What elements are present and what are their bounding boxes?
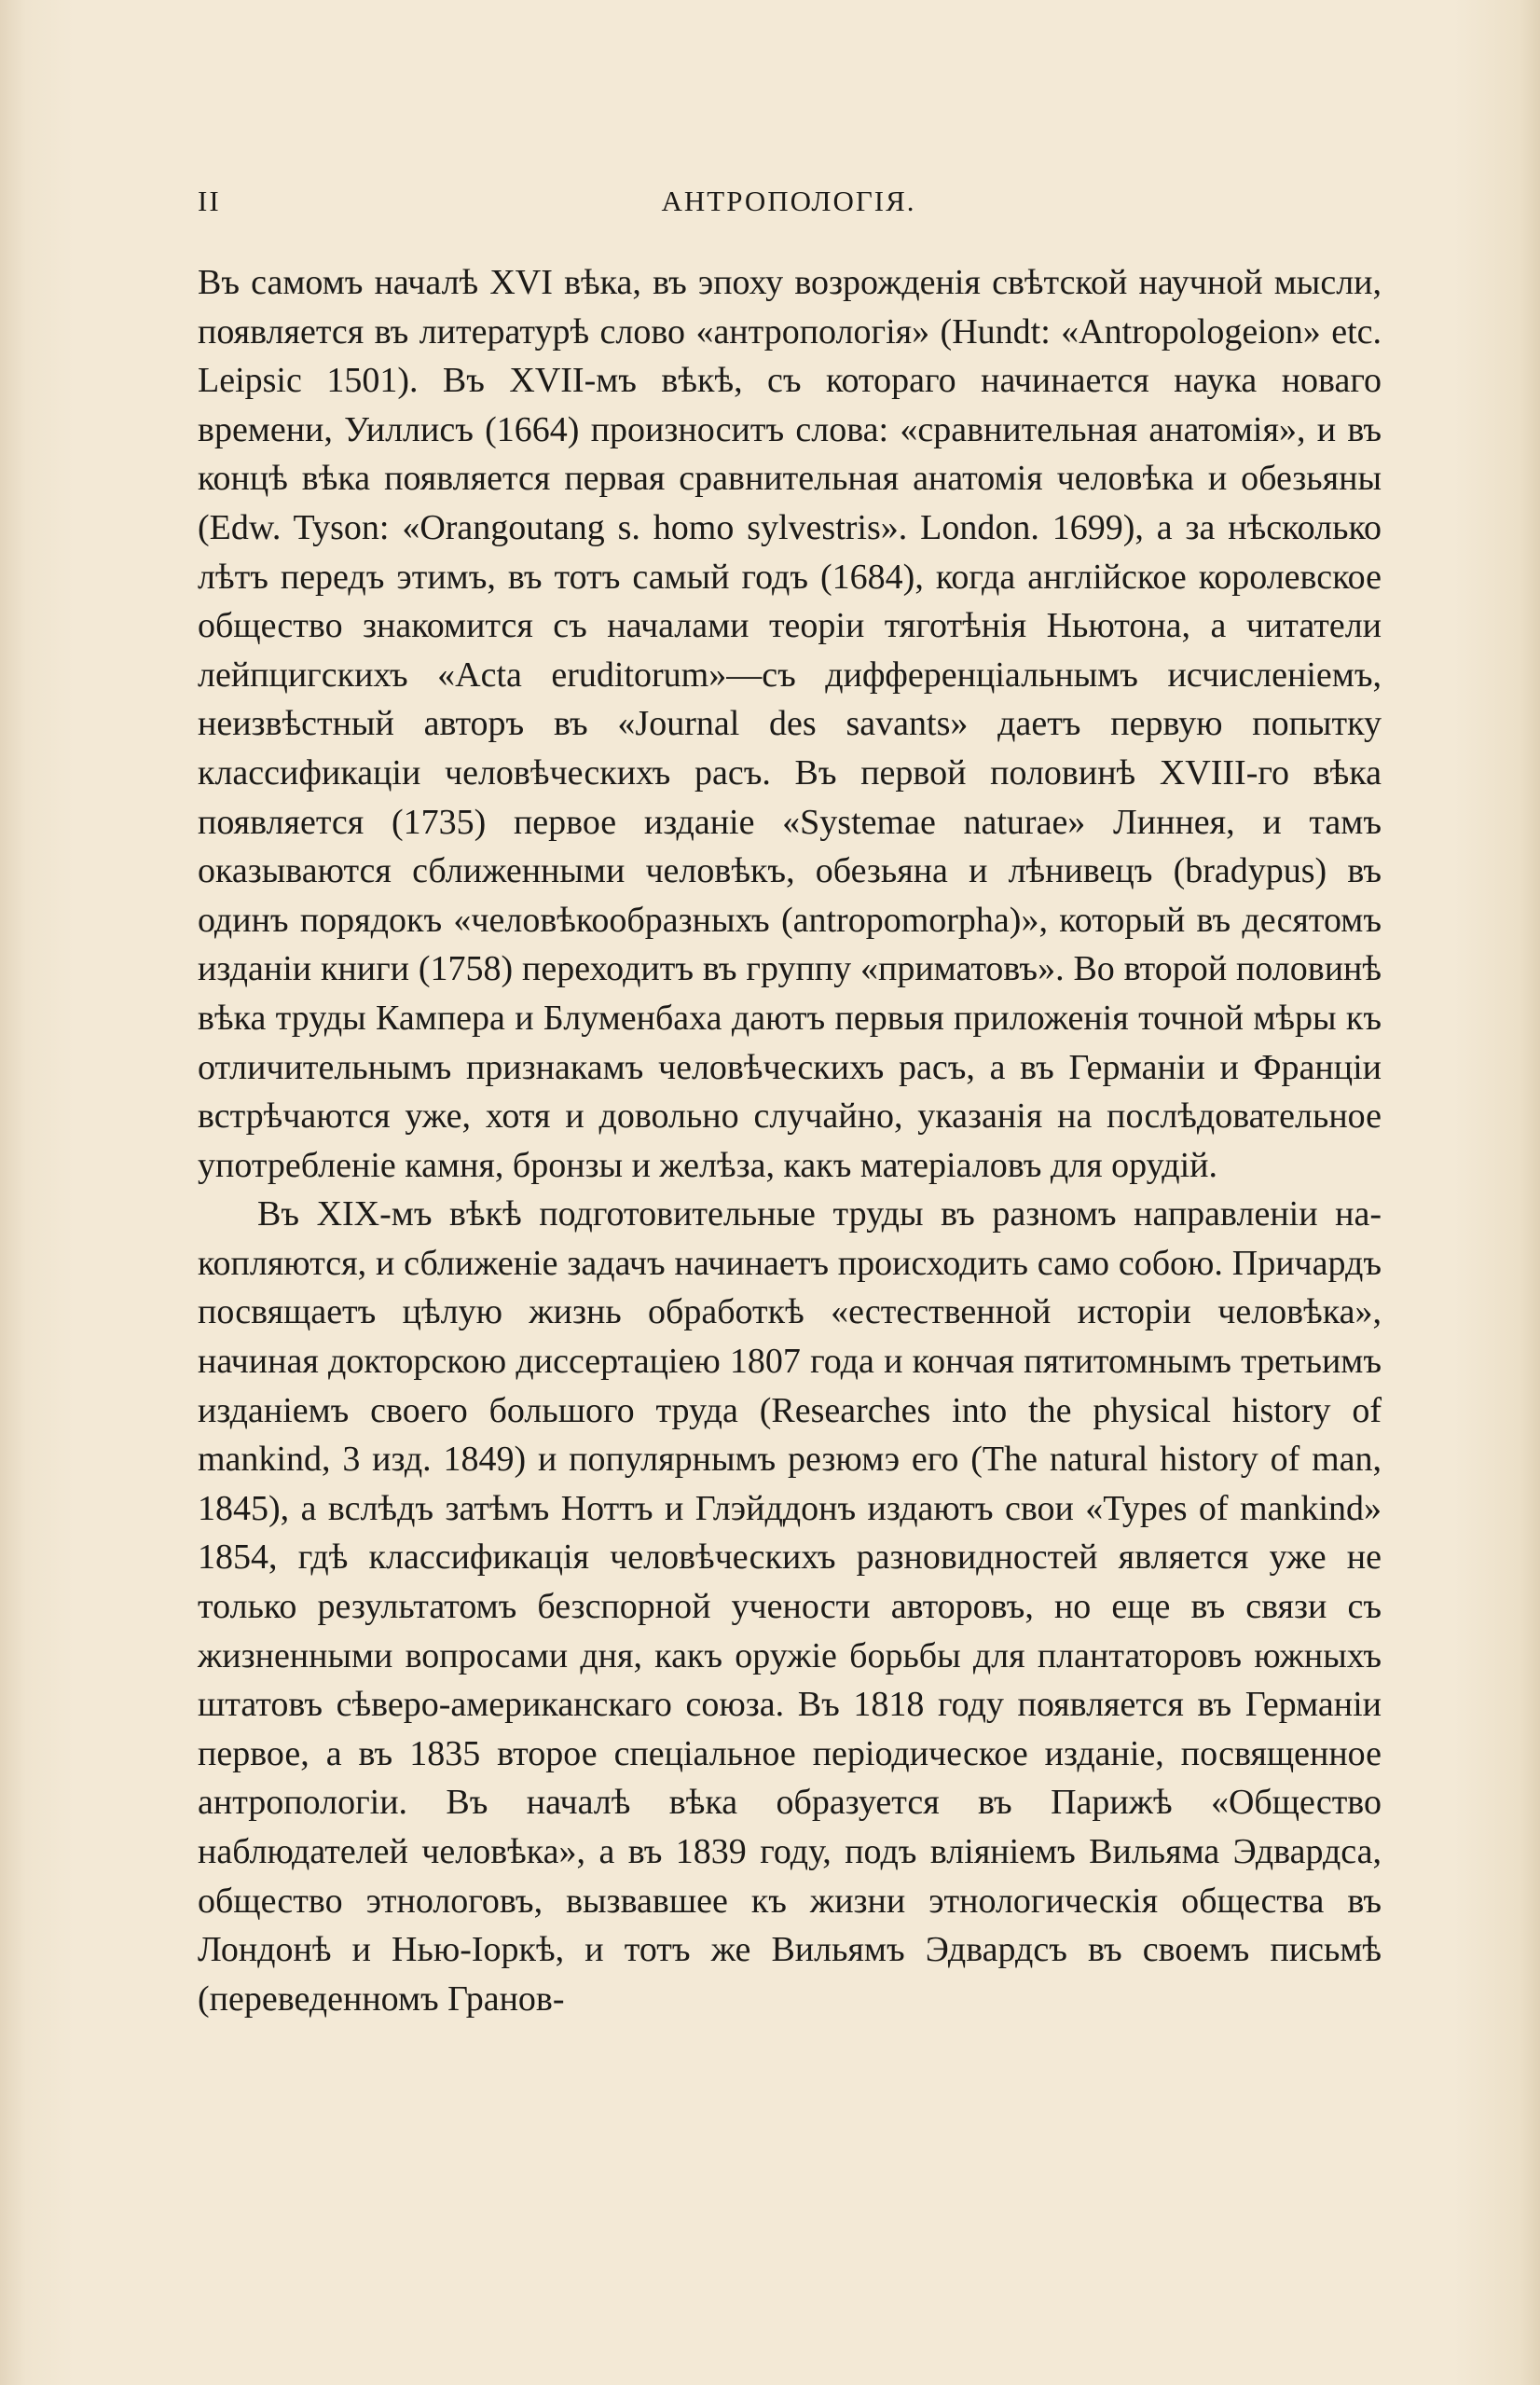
body-text: [198, 258, 1382, 2023]
paragraph: Въ XIX-мъ вѣкѣ подготовительные труды въ разномъ направленіи накопляются, и сближеніе задачъ начинаетъ происходить само собою. Причардъ посвящаетъ цѣлую жизнь обработкѣ «естественной исторіи человѣка», начиная докторскою диссертаціею 1807 года и кончая пятитомнымъ третьимъ изданіемъ своего большого труда (Researches into the physical history of mankind, 3 изд. 1849) и популярнымъ резюмэ его (The natural history of man, 1845), а вслѣдъ затѣмъ Ноттъ и Глэйддонъ издаютъ свои «Types of mankind» 1854, гдѣ классификація человѣческихъ разновидностей является уже не только результатомъ безспорной учености авторовъ, но еще въ связи съ жизненными вопросами дня, какъ оружіе борьбы для плантаторовъ южныхъ штатовъ сѣверо-американскаго союза. Въ 1818 году появляется въ Германіи первое, а въ 1835 второе спеціальное періодическое изданіе, посвященное антропологіи. Въ началѣ вѣка образуется въ Парижѣ «Общество наблюдателей человѣка», а въ 1839 году, подъ вліяніемъ Вильяма Эдвардса, общество этнологовъ, вызвавшее къ жизни этнологическія общества въ Лондонѣ и Нью-Іоркѣ, и тотъ же Вильямъ Эдвардсъ въ своемъ письмѣ (переведенномъ Гранов-: [198, 1194, 1382, 2019]
page-header: [198, 185, 1380, 231]
paragraph: Въ самомъ началѣ XVI вѣка, въ эпоху возрожденія свѣтской научной мысли, появляется въ литературѣ слово «антропологія» (Hundt: «Antropologeion» etc. Leipsic 1501). Въ XVII-мъ вѣкѣ, съ котораго начинается наука новаго времени, Уиллисъ (1664) произноситъ слова: «сравнительная анатомія», и въ концѣ вѣка появляется первая сравнительная анатомія человѣка и обезьяны (Edw. Tyson: «Orangoutang s. homo sylvestris». London. 1699), а за нѣсколько лѣтъ передъ этимъ, въ тотъ самый годъ (1684), когда англійское королевское общество знакомится съ началами теоріи тяготѣнія Ньютона, а читатели лейпцигскихъ «Acta eruditorum»—съ дифференціальнымъ исчисленіемъ, неизвѣстный авторъ въ «Journal des savants» даетъ первую попытку классификаціи человѣческихъ расъ. Въ первой половинѣ XVIII-го вѣка появляется (1735) первое изданіе «Systemae naturae» Линнея, и тамъ оказываются сближенными человѣкъ, обезьяна и лѣнивецъ (bradypus) въ одинъ порядокъ «человѣкообразныхъ (antropomorpha)», который въ десятомъ изданіи книги (1758) переходитъ въ группу «приматовъ». Во второй половинѣ вѣка труды Кампера и Блуменбаха даютъ первыя приложенія точной мѣры къ отличительнымъ признакамъ человѣческихъ расъ, а въ Германіи и Франціи встрѣчаются уже, хотя и довольно случайно, указанія на послѣдовательное употребленіе камня, бронзы и желѣза, какъ матеріаловъ для орудій.: [198, 263, 1382, 1185]
running-title: АНТРОПОЛОГІЯ.: [661, 185, 916, 217]
page-number: II: [198, 185, 221, 217]
